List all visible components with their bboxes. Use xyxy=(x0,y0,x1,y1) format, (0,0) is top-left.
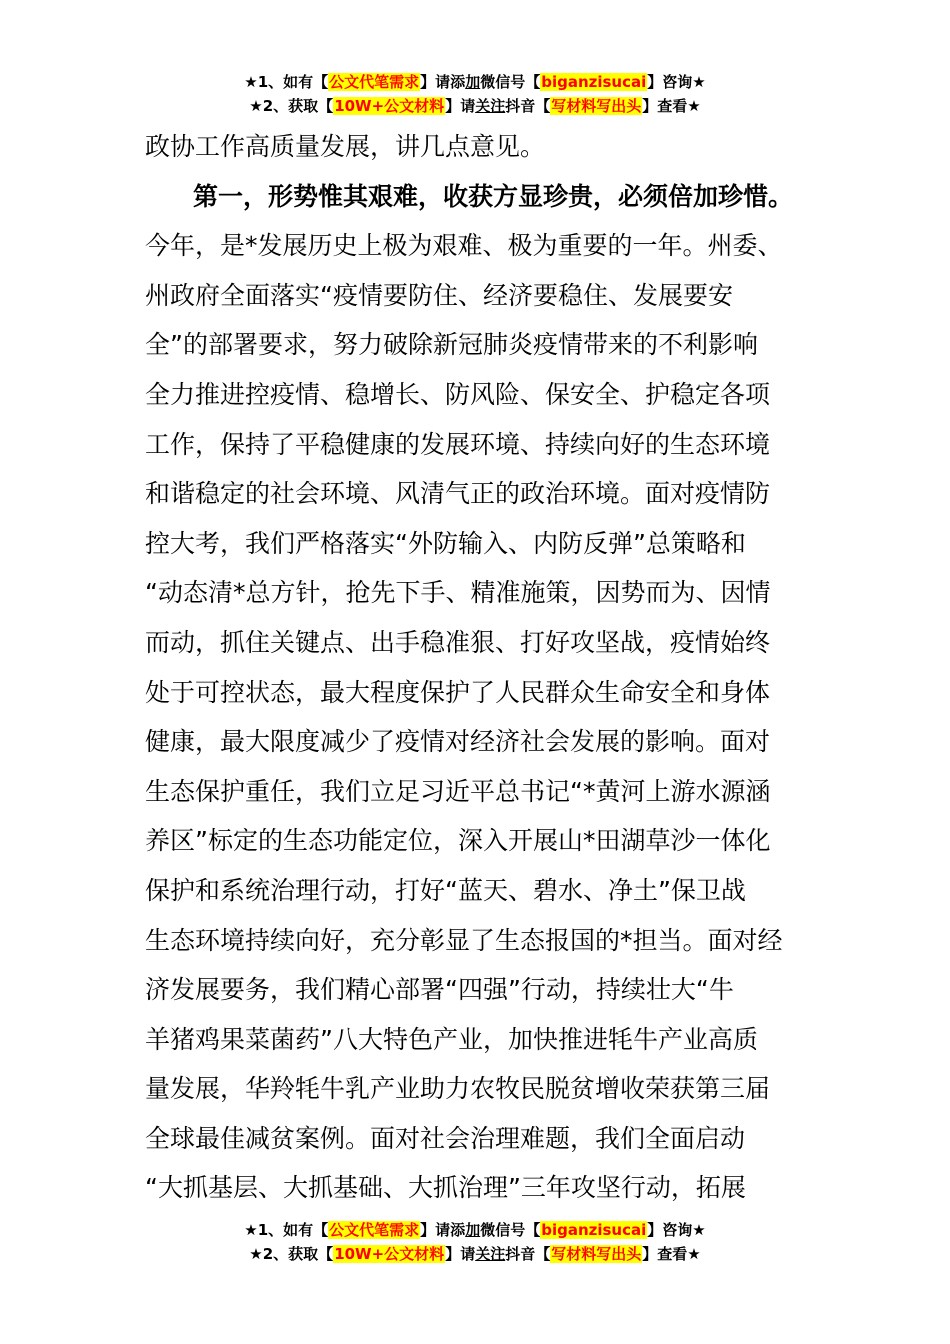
body-line: 全球最佳减贫案例。面对社会治理难题，我们全面启动 xyxy=(145,1123,746,1153)
document-body xyxy=(145,122,835,1213)
banner-line-2: ★2、获取【10W+公文材料】请关注抖音【写材料写出头】查看★ xyxy=(249,1245,701,1263)
body-line: “动态清*总方针，抢先下手、精准施策，因势而为、因情 xyxy=(145,578,771,608)
highlight-douyin: 写材料写出头 xyxy=(551,1245,642,1263)
highlight-service: 公文代笔需求 xyxy=(329,1221,420,1239)
banner-line-1: ★1、如有【公文代笔需求】请添加微信号【biganzisucai】咨询★ xyxy=(244,73,706,91)
body-line: 今年，是*发展历史上极为艰难、极为重要的一年。州委、 xyxy=(145,231,783,261)
highlight-wechat-id: biganzisucai xyxy=(541,73,647,91)
body-line: 政协工作高质量发展，讲几点意见。 xyxy=(145,132,546,161)
body-line: 控大考，我们严格落实“外防输入、内防反弹”总策略和 xyxy=(145,528,746,558)
section-heading: 第一，形势惟其艰难，收获方显珍贵，必须倍加珍惜。 xyxy=(193,181,794,211)
body-line: 而动，抓住关键点、出手稳准狠、打好攻坚战，疫情始终 xyxy=(145,627,771,657)
body-line: “大抓基层、大抓基础、大抓治理”三年攻坚行动，拓展 xyxy=(145,1173,746,1203)
highlight-materials: 10W+公文材料 xyxy=(334,97,445,115)
highlight-wechat-id: biganzisucai xyxy=(541,1221,647,1239)
body-line: 养区”标定的生态功能定位，深入开展山*田湖草沙一体化 xyxy=(145,826,771,856)
banner-line-1: ★1、如有【公文代笔需求】请添加微信号【biganzisucai】咨询★ xyxy=(244,1221,706,1239)
highlight-materials: 10W+公文材料 xyxy=(334,1245,445,1263)
highlight-service: 公文代笔需求 xyxy=(329,73,420,91)
body-line: 羊猪鸡果菜菌药”八大特色产业，加快推进牦牛产业高质 xyxy=(145,1024,758,1054)
body-line: 处于可控状态，最大程度保护了人民群众生命安全和身体 xyxy=(145,677,771,707)
body-line: 和谐稳定的社会环境、风清气正的政治环境。面对疫情防 xyxy=(145,479,771,509)
banner-line-2: ★2、获取【10W+公文材料】请关注抖音【写材料写出头】查看★ xyxy=(249,97,701,115)
body-line: 工作，保持了平稳健康的发展环境、持续向好的生态环境 xyxy=(145,429,771,459)
body-line: 量发展，华羚牦牛乳产业助力农牧民脱贫增收荣获第三届 xyxy=(145,1074,771,1104)
body-line: 州政府全面落实“疫情要防住、经济要稳住、发展要安 xyxy=(145,280,733,310)
body-line: 全力推进控疫情、稳增长、防风险、保安全、护稳定各项 xyxy=(145,379,771,409)
body-line: 健康，最大限度减少了疫情对经济社会发展的影响。面对 xyxy=(145,727,771,757)
highlight-douyin: 写材料写出头 xyxy=(551,97,642,115)
body-line: 生态环境持续向好，充分彰显了生态报国的*担当。面对经 xyxy=(145,925,783,955)
header-banner xyxy=(0,70,950,118)
body-line: 生态保护重任，我们立足习近平总书记“*黄河上游水源涵 xyxy=(145,776,771,806)
body-line: 全”的部署要求，努力破除新冠肺炎疫情带来的不利影响 xyxy=(145,330,758,360)
body-line: 济发展要务，我们精心部署“四强”行动，持续壮大“牛 xyxy=(145,975,734,1005)
footer-banner xyxy=(0,1218,950,1266)
body-line: 保护和系统治理行动，打好“蓝天、碧水、净土”保卫战 xyxy=(145,875,746,905)
